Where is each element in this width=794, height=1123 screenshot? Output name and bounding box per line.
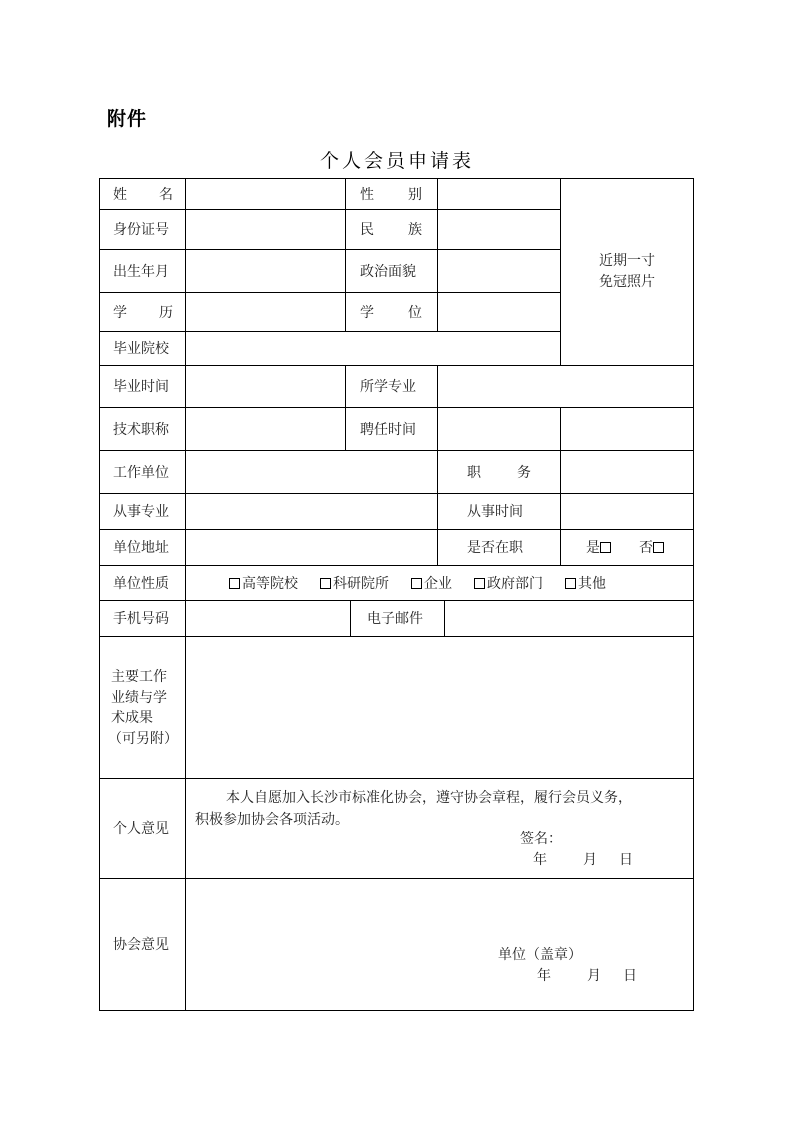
label-birth: 出生年月 <box>113 263 169 280</box>
school-field[interactable] <box>186 332 560 365</box>
birth-field[interactable] <box>186 250 345 292</box>
achievements-field[interactable] <box>186 637 693 778</box>
association-date: 年 月 日 <box>537 968 637 984</box>
photo-label-line1: 近期一寸 <box>599 253 655 269</box>
employed-no-option[interactable]: 否 <box>639 537 666 557</box>
checkbox-icon[interactable] <box>411 578 422 589</box>
specialty-field[interactable] <box>186 494 437 529</box>
checkbox-icon[interactable] <box>565 578 576 589</box>
statement-line1: 本人自愿加入长沙市标准化协会，遵守协会章程，履行会员义务， <box>226 790 632 806</box>
label-gender: 性 别 <box>360 186 422 203</box>
label-political: 政治面貌 <box>360 263 416 280</box>
specialty-time-field[interactable] <box>561 494 693 529</box>
employer-type-university[interactable]: 高等院校 <box>229 573 298 593</box>
label-employer-type: 单位性质 <box>113 575 169 592</box>
mobile-field[interactable] <box>186 601 350 636</box>
label-hire-time: 聘任时间 <box>360 421 416 438</box>
degree-field[interactable] <box>438 293 560 331</box>
label-education: 学 历 <box>113 304 173 321</box>
label-employer-address: 单位地址 <box>113 540 169 556</box>
hire-time-field[interactable] <box>438 408 560 450</box>
form-title: 个人会员申请表 <box>319 150 474 172</box>
label-employed: 是否在职 <box>467 540 523 556</box>
label-association-opinion: 协会意见 <box>113 937 169 953</box>
association-unit-seal: 单位（盖章） <box>498 947 582 963</box>
id-number-field[interactable] <box>186 210 345 249</box>
grad-time-field[interactable] <box>186 366 345 407</box>
label-name: 姓 名 <box>113 186 173 203</box>
employer-type-government[interactable]: 政府部门 <box>474 573 543 593</box>
employer-type-options <box>229 565 689 600</box>
political-field[interactable] <box>438 250 560 292</box>
photo-placeholder[interactable] <box>561 179 693 365</box>
checkbox-icon[interactable] <box>320 578 331 589</box>
statement-line2: 积极参加协会各项活动。 <box>195 812 349 828</box>
label-personal-opinion: 个人意见 <box>113 821 169 837</box>
checkbox-icon[interactable] <box>229 578 240 589</box>
label-position: 职 务 <box>467 464 531 481</box>
email-field[interactable] <box>445 601 693 636</box>
label-major: 所学专业 <box>360 379 416 395</box>
tech-title-field[interactable] <box>186 408 345 450</box>
label-degree: 学 位 <box>360 304 422 321</box>
employer-type-enterprise[interactable]: 企业 <box>411 573 452 593</box>
label-ethnicity: 民 族 <box>360 222 422 238</box>
label-grad-time: 毕业时间 <box>113 379 169 395</box>
employer-type-other[interactable]: 其他 <box>565 573 606 593</box>
checkbox-icon[interactable] <box>600 542 611 553</box>
employed-options <box>586 529 686 565</box>
attachment-label: 附件 <box>107 108 148 130</box>
photo-label-line2: 免冠照片 <box>599 274 655 290</box>
checkbox-icon[interactable] <box>474 578 485 589</box>
employer-field[interactable] <box>186 451 437 493</box>
personal-date: 年 月 日 <box>533 852 633 868</box>
employer-type-research[interactable]: 科研院所 <box>320 573 389 593</box>
personal-statement <box>195 787 690 831</box>
label-tech-title: 技术职称 <box>113 421 169 438</box>
label-id-number: 身份证号 <box>113 222 169 238</box>
label-email: 电子邮件 <box>367 611 423 627</box>
label-mobile: 手机号码 <box>113 611 169 627</box>
education-field[interactable] <box>186 293 345 331</box>
label-achievements: 主要工作 业绩与学 术成果 （可另附） <box>108 669 178 747</box>
label-specialty-time: 从事时间 <box>467 504 523 520</box>
signature-label: 签名： <box>520 831 562 847</box>
name-field[interactable] <box>186 179 345 209</box>
position-field[interactable] <box>561 451 693 493</box>
major-field[interactable] <box>438 366 693 407</box>
hire-time-extra-field[interactable] <box>561 408 693 450</box>
employer-address-field[interactable] <box>186 530 437 565</box>
label-school: 毕业院校 <box>113 341 169 357</box>
employed-yes-option[interactable]: 是 <box>586 537 613 557</box>
checkbox-icon[interactable] <box>653 542 664 553</box>
ethnicity-field[interactable] <box>438 210 560 249</box>
gender-field[interactable] <box>438 179 560 209</box>
label-employer: 工作单位 <box>113 464 169 481</box>
label-specialty: 从事专业 <box>113 504 169 520</box>
